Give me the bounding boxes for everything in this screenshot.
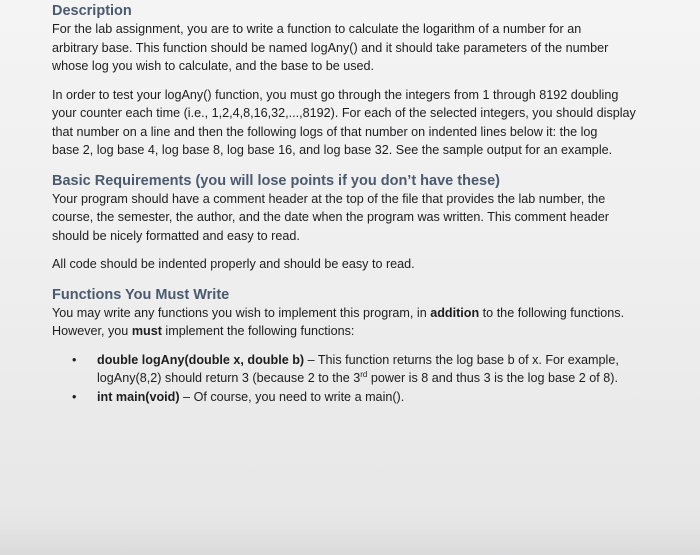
function-list: [52, 351, 697, 407]
text-line: your counter each time (i.e., 1,2,4,8,16,32,...,8192). For each of the selected integers, you should display: [52, 106, 636, 120]
text-run: You may write any functions you wish to implement this program, in: [52, 305, 431, 320]
description-paragraph-1: [52, 20, 697, 76]
text-run: However, you: [52, 324, 132, 338]
text-line: whose log you wish to calculate, and the base to be used.: [52, 59, 375, 73]
text-line: In order to test your logAny() function, you must go through the integers from 1 through 8192 doubling: [52, 87, 619, 102]
text-line: [52, 304, 697, 323]
emphasis-must: must: [131, 324, 162, 338]
bullet-icon: •: [72, 352, 77, 367]
requirements-heading: Basic Requirements (you will lose points if you don’t have these): [52, 172, 500, 189]
text-run: implement the following functions:: [161, 324, 355, 338]
functions-intro: [52, 304, 697, 341]
text-run: power is 8 and thus 3 is the log base 2 of 8).: [367, 371, 618, 385]
text-line: base 2, log base 4, log base 8, log base 16, and log base 32. See the sample output for an example.: [52, 143, 613, 157]
requirements-paragraph-1: [52, 190, 697, 246]
text-line: arbitrary base. This function should be named logAny() and it should take parameters of the number: [52, 40, 609, 55]
description-heading: Description: [52, 3, 132, 19]
function-description: – Of course, you need to write a main().: [179, 389, 405, 404]
document-content: [52, 2, 697, 406]
text-line: [97, 390, 404, 404]
bullet-icon: •: [72, 389, 77, 404]
text-line: All code should be indented properly and should be easy to read.: [52, 257, 415, 271]
text-line: Your program should have a comment header at the top of the file that provides the lab number, the: [52, 191, 606, 206]
requirements-paragraph-2: [52, 255, 697, 274]
description-paragraph-2: [52, 86, 697, 160]
superscript: rd: [360, 369, 368, 379]
text-run: logAny(8,2) should return 3 (because 2 to the 3: [97, 371, 361, 385]
photo-shadow: [0, 515, 700, 555]
text-line: [52, 322, 697, 341]
text-line: [97, 353, 619, 367]
list-item: [72, 388, 697, 407]
function-description: – This function returns the log base b of x. For example,: [304, 352, 619, 367]
text-line: [97, 369, 697, 388]
text-run: to the following functions.: [479, 305, 625, 320]
function-signature: int main(void): [97, 389, 180, 404]
functions-heading: Functions You Must Write: [52, 286, 230, 303]
text-line: that number on a line and then the following logs of that number on indented lines below it: the log: [52, 124, 598, 139]
text-line: should be nicely formatted and easy to read.: [52, 228, 300, 243]
emphasis-addition: addition: [430, 305, 480, 320]
list-item: [72, 351, 697, 388]
text-line: For the lab assignment, you are to write a function to calculate the logarithm of a number for an: [52, 22, 582, 36]
function-signature: double logAny(double x, double b): [97, 352, 305, 367]
text-line: course, the semester, the author, and the date when the program was written. This comment header: [52, 210, 609, 224]
